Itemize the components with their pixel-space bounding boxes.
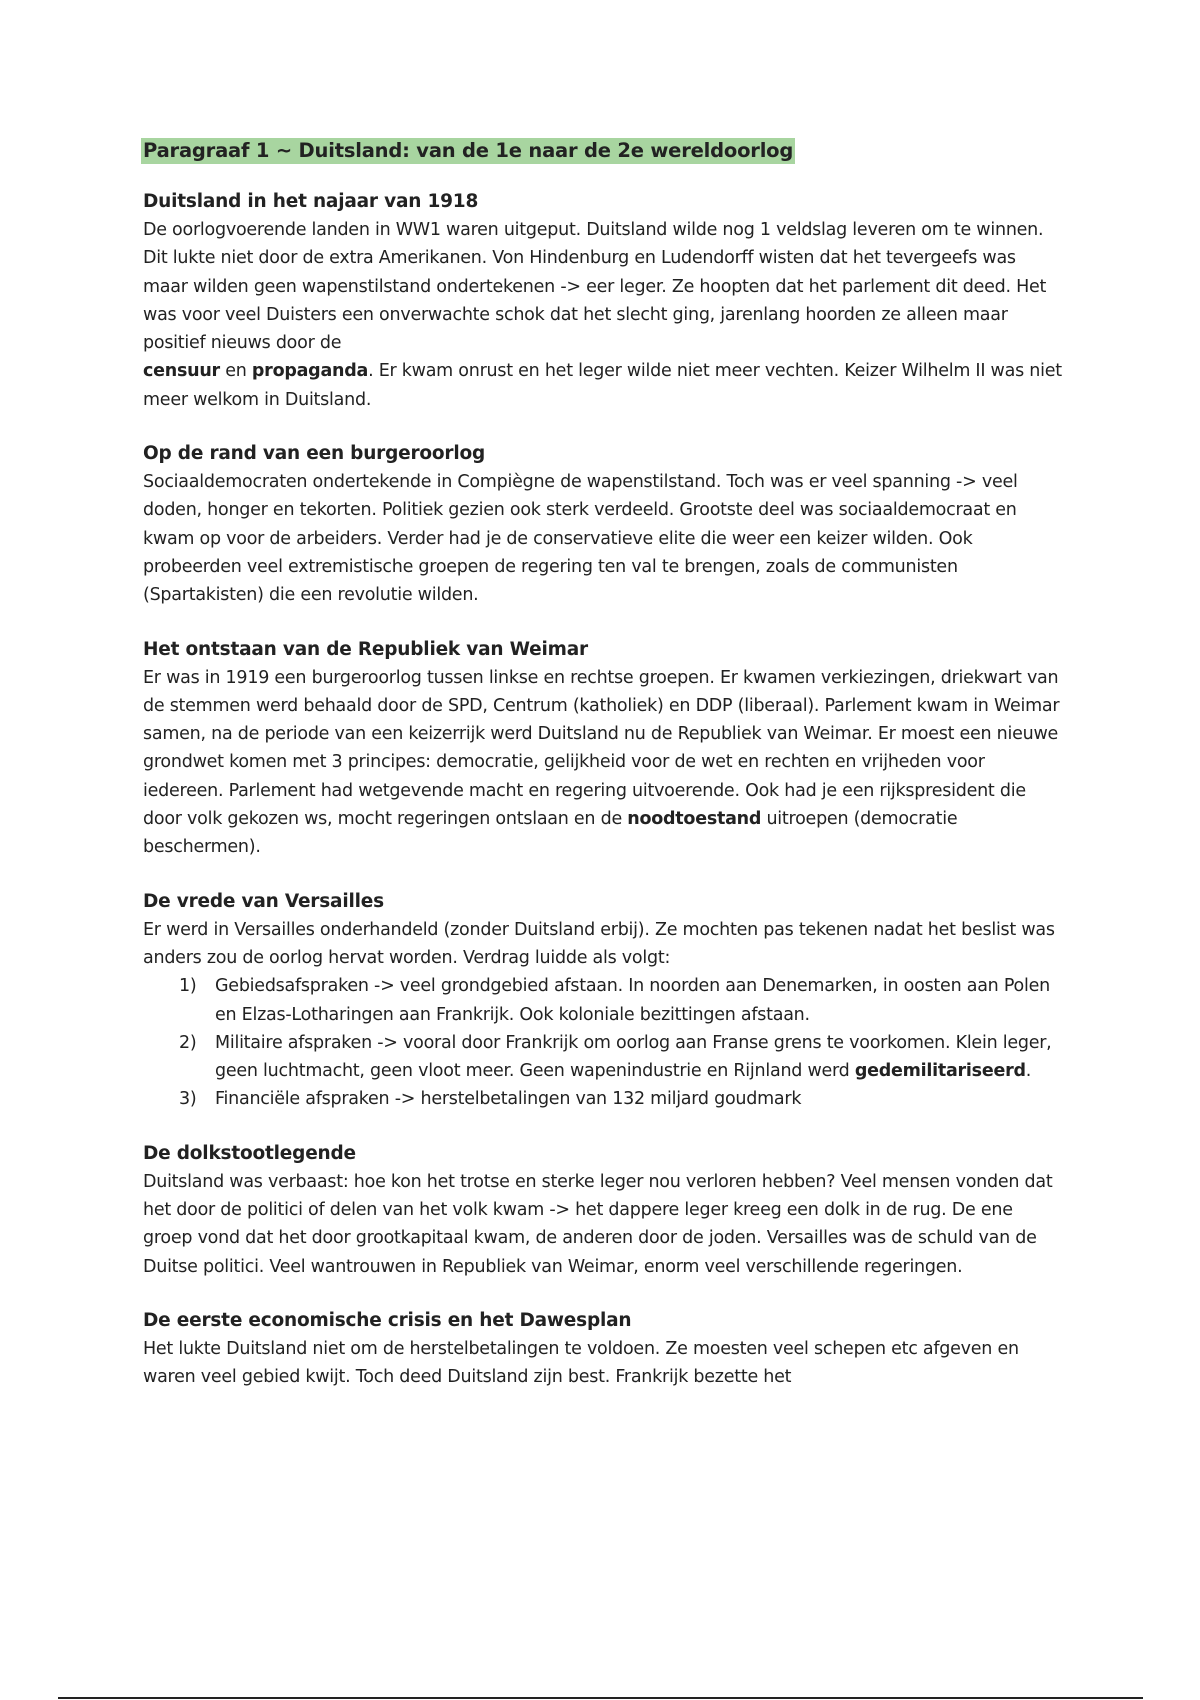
page-title: Paragraaf 1 ~ Duitsland: van de 1e naar de 2e wereldoorlog xyxy=(143,139,794,162)
section-body: Sociaaldemocraten ondertekende in Compiègne de wapenstilstand. Toch was er veel spanning -> veel doden, honger en tekorten. Politiek gezien ook sterk verdeeld. Grootste deel was sociaaldemocraat en kwam op voor de arbeiders. Verder had je de conservatieve elite die weer een keizer wilden. Ook probeerden veel extremistische groepen de regering ten val te brengen, zoals de communisten (Spartakisten) die een revolutie wilden. xyxy=(143,472,1018,606)
list-number: 3) xyxy=(179,1089,197,1110)
section-heading: De vrede van Versailles xyxy=(143,890,384,912)
list-number: 2) xyxy=(179,1032,197,1053)
section-intro: Er werd in Versailles onderhandeld (zonder Duitsland erbij). Ze mochten pas tekenen nadat het beslist was anders zou de oorlog hervat worden. Verdrag luidde als volgt: xyxy=(143,919,1055,968)
bottom-divider xyxy=(58,1697,1143,1699)
section-body xyxy=(143,216,1063,414)
section-republiek-weimar xyxy=(143,636,1063,862)
bold-term-propaganda: propaganda xyxy=(251,361,369,382)
section-heading: Het ontstaan van de Republiek van Weimar xyxy=(143,638,588,660)
list-text: . xyxy=(1025,1061,1032,1082)
section-heading: De dolkstootlegende xyxy=(143,1142,356,1164)
section-body: Het lukte Duitsland niet om de herstelbetalingen te voldoen. Ze moesten veel schepen etc afgeven en waren veel gebied kwijt. Toch deed Duitsland zijn best. Frankrijk bezette het xyxy=(143,1338,1019,1388)
body-text: . Er kwam onrust en het leger wilde niet meer vechten. Keizer Wilhelm II was niet meer welkom in Duitsland. xyxy=(143,361,1062,410)
section-burgeroorlog xyxy=(143,440,1063,609)
list-item xyxy=(143,1029,1063,1086)
section-najaar-1918 xyxy=(143,188,1063,414)
section-body: Duitsland was verbaast: hoe kon het trotse en sterke leger nou verloren hebben? Veel mensen vonden dat het door de politici of delen van het volk kwam -> het dappere leger kreeg een dolk in de rug. De ene groep vond dat het door grootkapitaal kwam, de anderen door de joden. Versailles was de schuld van de Duitse politici. Veel wantrouwen in Republiek van Weimar, enorm veel verschillende regeringen. xyxy=(143,1171,1053,1277)
section-heading: Duitsland in het najaar van 1918 xyxy=(143,191,479,212)
section-heading: Op de rand van een burgeroorlog xyxy=(143,443,486,465)
list-item xyxy=(143,972,1063,1029)
body-text: en xyxy=(219,361,252,382)
body-text: uitroepen (democratie beschermen). xyxy=(143,809,958,858)
document-page xyxy=(143,138,1063,1418)
section-versailles xyxy=(143,888,1063,1114)
treaty-list xyxy=(143,972,1063,1113)
section-heading: De eerste economische crisis en het Dawesplan xyxy=(143,1309,632,1331)
body-text: De oorlogvoerende landen in WW1 waren uitgeput. Duitsland wilde nog 1 veldslag leveren om te winnen. Dit lukte niet door de extra Amerikanen. Von Hindenburg en Ludendorff wisten dat het tevergeefs was maar wilden geen wapenstilstand ondertekenen -> eer leger. Ze hoopten dat het parlement dit deed. Het was voor veel Duisters een onverwachte schok dat het slecht ging, jarenlang hoorden ze alleen maar positief nieuws door de xyxy=(143,220,1047,354)
list-text: Financiële afspraken -> herstelbetalingen van 132 miljard goudmark xyxy=(215,1089,802,1110)
list-number: 1) xyxy=(179,976,197,997)
list-item xyxy=(143,1085,1063,1113)
section-body xyxy=(143,664,1063,862)
list-text: Militaire afspraken -> vooral door Frankrijk om oorlog aan Franse grens te voorkomen. Klein leger, geen luchtmacht, geen vloot meer. Geen wapenindustrie en Rijnland werd xyxy=(215,1032,1052,1082)
bold-term-noodtoestand: noodtoestand xyxy=(627,809,762,830)
list-text: Gebiedsafspraken -> veel grondgebied afstaan. In noorden aan Denemarken, in oosten aan Polen en Elzas-Lotharingen aan Frankrijk. Ook koloniale bezittingen afstaan. xyxy=(215,976,1050,1025)
bold-term-gedemilitariseerd: gedemilitariseerd xyxy=(854,1061,1026,1082)
body-text: Er was in 1919 een burgeroorlog tussen linkse en rechtse groepen. Er kwamen verkiezingen, driekwart van de stemmen werd behaald door de SPD, Centrum (katholiek) en DDP (liberaal). Parlement kwam in Weimar samen, na de periode van een keizerrijk werd Duitsland nu de Republiek van Weimar. Er moest een nieuwe grondwet komen met 3 principes: democratie, gelijkheid voor de wet en rechten en vrijheden voor iedereen. Parlement had wetgevende macht en regering uitvoerende. Ook had je een rijkspresident die door volk gekozen ws, mocht regeringen ontslaan en de xyxy=(143,667,1060,830)
bold-term-censuur: censuur xyxy=(143,361,220,382)
section-dolkstootlegende xyxy=(143,1140,1063,1281)
section-dawesplan xyxy=(143,1307,1063,1392)
